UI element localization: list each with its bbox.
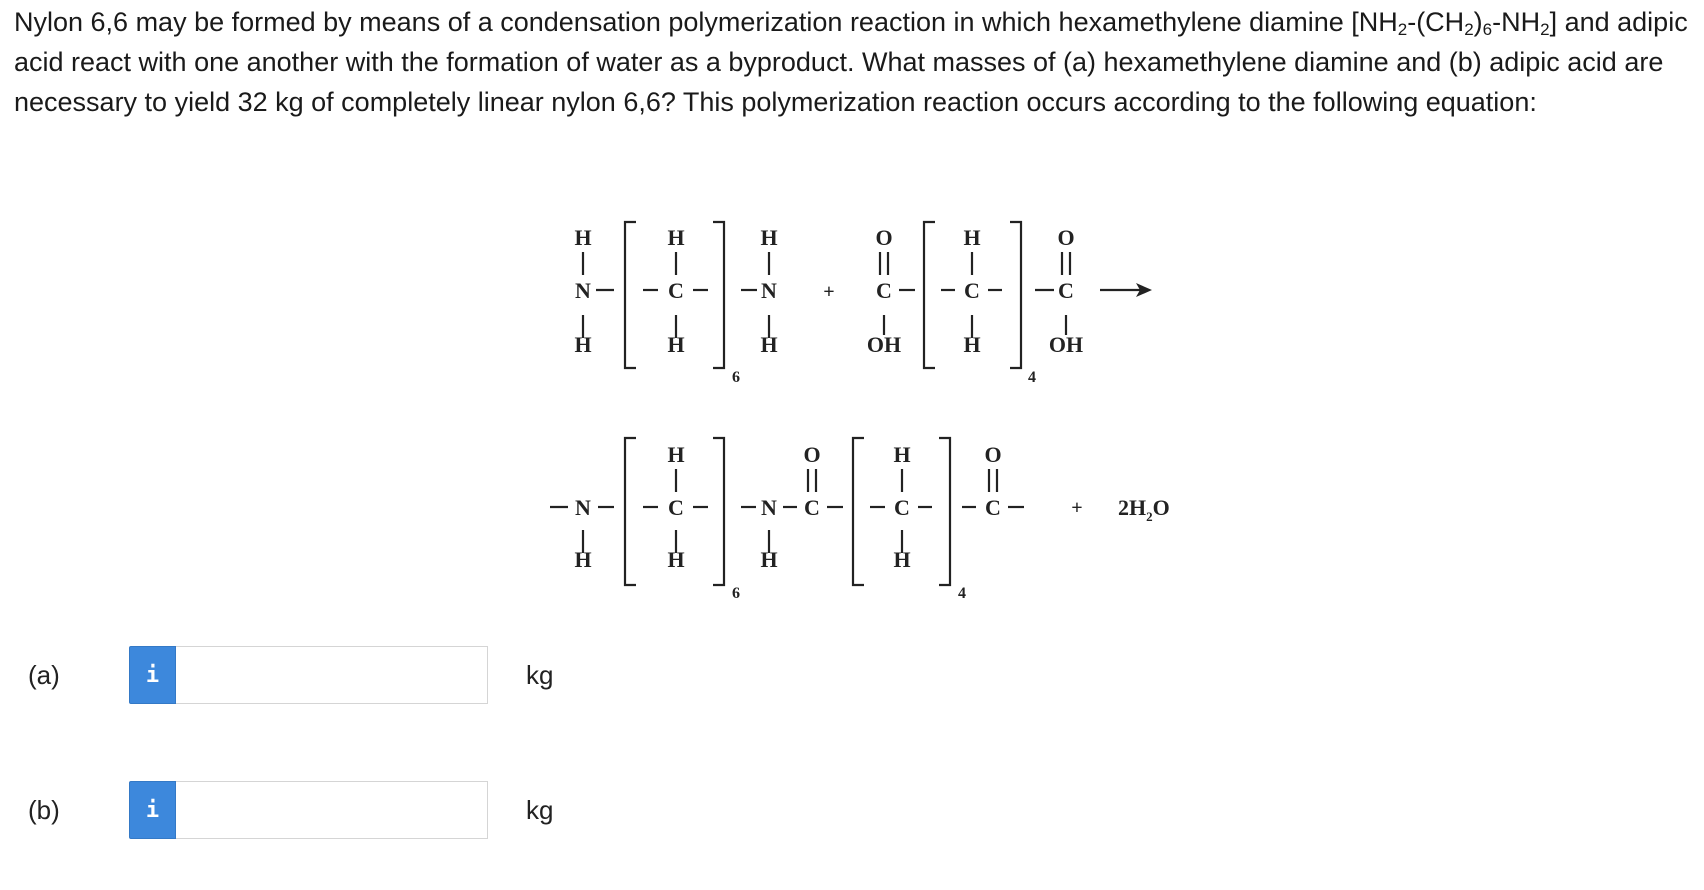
- info-button-a[interactable]: [129, 646, 176, 704]
- answer-input-a[interactable]: [176, 646, 488, 704]
- repeat-count-4: 4: [1028, 369, 1036, 386]
- atom-h: H: [893, 547, 911, 572]
- atom-c: C: [964, 278, 980, 303]
- atom-h: H: [893, 442, 911, 467]
- atom-h: H: [760, 225, 778, 250]
- atom-n: N: [761, 278, 777, 303]
- repeat-bracket-right: [713, 438, 724, 585]
- atom-h: H: [963, 225, 981, 250]
- atom-h: H: [667, 547, 685, 572]
- repeat-bracket-left: [853, 438, 864, 585]
- atom-o: O: [875, 225, 893, 250]
- water-product: $2H_2O$: [1118, 495, 1170, 524]
- atom-h: H: [574, 332, 592, 357]
- repeat-bracket-right: [1010, 222, 1021, 368]
- atom-c: C: [668, 495, 684, 520]
- atom-h: H: [667, 225, 685, 250]
- info-icon: i: [145, 797, 160, 823]
- atom-h: H: [760, 332, 778, 357]
- atom-o: O: [803, 442, 821, 467]
- answer-input-b[interactable]: [176, 781, 488, 839]
- hydroxyl-group: OH: [1048, 332, 1084, 357]
- answer-row-a: [0, 646, 700, 704]
- atom-h: H: [963, 332, 981, 357]
- atom-c: C: [985, 495, 1001, 520]
- repeat-bracket-left: [625, 222, 636, 368]
- unit-label-a: kg: [526, 660, 554, 690]
- plus-sign: +: [1071, 497, 1083, 519]
- unit-label-b: kg: [526, 795, 554, 825]
- atom-c: C: [804, 495, 820, 520]
- repeat-count-4: 4: [958, 585, 966, 602]
- repeat-bracket-right: [939, 438, 950, 585]
- hydroxyl-group: OH: [866, 332, 902, 357]
- atom-o: O: [1057, 225, 1075, 250]
- arrow-head-icon: [1136, 283, 1152, 297]
- info-icon: i: [145, 662, 160, 688]
- atom-c: C: [876, 278, 892, 303]
- atom-o: O: [984, 442, 1002, 467]
- info-button-b[interactable]: [129, 781, 176, 839]
- atom-n: N: [761, 495, 777, 520]
- repeat-bracket-left: [625, 438, 636, 585]
- atom-c: C: [1058, 278, 1074, 303]
- atom-h: H: [760, 547, 778, 572]
- atom-h: H: [667, 332, 685, 357]
- atom-h: H: [667, 442, 685, 467]
- atom-h: H: [574, 547, 592, 572]
- question-text: Nylon 6,6 may be formed by means of a condensation polymerization reaction in which hexamethylene diamine $[NH_2-(CH_2)_6-NH_2]$ and adipic acid react with one another with the formation of water as a byproduct. What masses of (a) hexamethylene diamine and (b) adipic acid are necessary to yield 32 kg of completely linear nylon 6,6? This polymerization reaction occurs according to the following equation:: [14, 7, 1688, 117]
- repeat-count-6: 6: [732, 369, 740, 386]
- atom-c: C: [894, 495, 910, 520]
- part-label-b: (b): [28, 795, 60, 825]
- atom-h: H: [574, 225, 592, 250]
- atom-n: N: [575, 278, 591, 303]
- repeat-count-6: 6: [732, 585, 740, 602]
- repeat-bracket-right: [713, 222, 724, 368]
- atom-c: C: [668, 278, 684, 303]
- repeat-bracket-left: [924, 222, 935, 368]
- atom-n: N: [575, 495, 591, 520]
- plus-sign: +: [823, 281, 835, 303]
- answer-row-b: [0, 781, 700, 839]
- part-label-a: (a): [28, 660, 60, 690]
